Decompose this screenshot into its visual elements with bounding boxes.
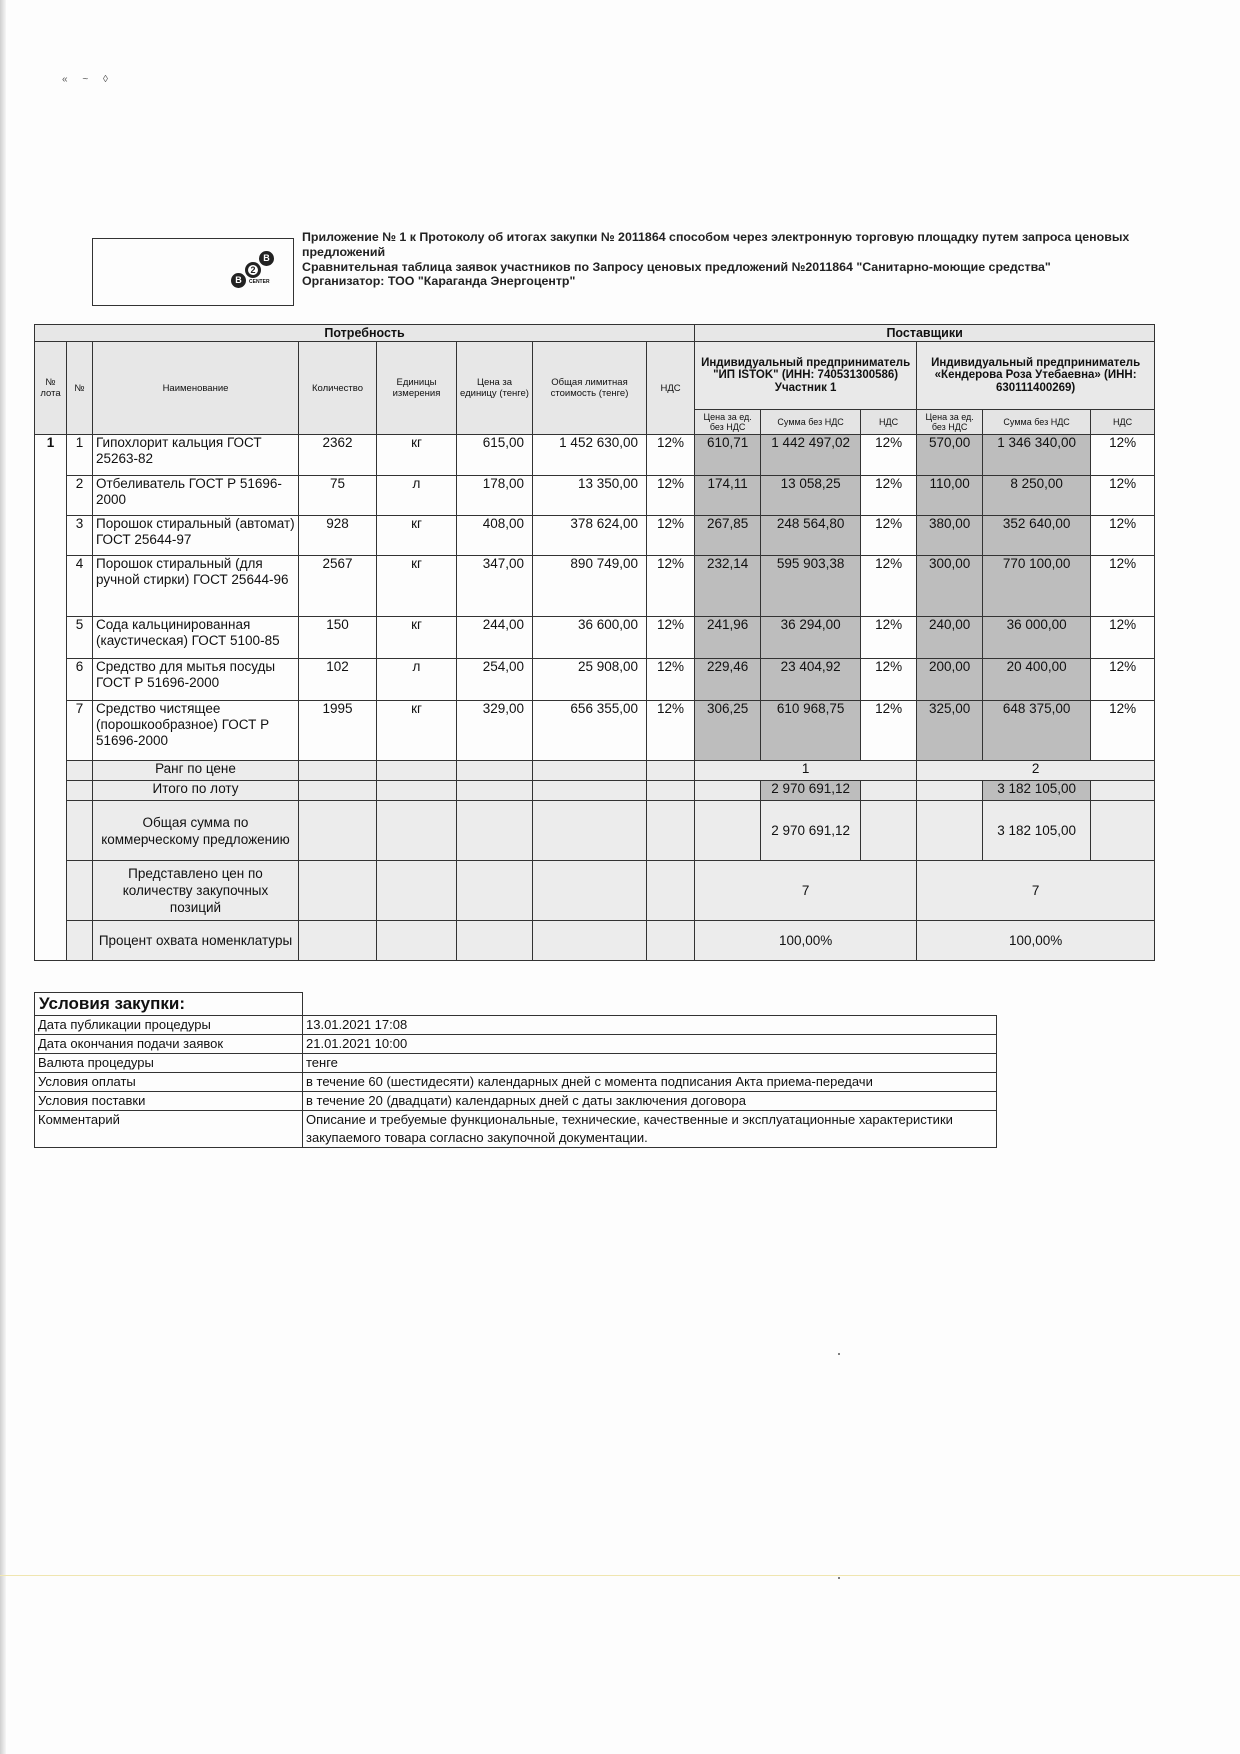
s1-price: 267,85 <box>695 516 761 556</box>
condition-value: 13.01.2021 17:08 <box>303 1016 997 1035</box>
s1-vat: 12% <box>861 556 917 617</box>
lot-total-label: Итого по лоту <box>93 781 299 801</box>
scan-fold-line <box>0 1575 1240 1576</box>
row-qty: 2362 <box>299 435 377 476</box>
row-total: 36 600,00 <box>533 617 647 659</box>
positions-label: Представлено цен по количеству закупочных позиций <box>93 861 299 921</box>
s1-sum: 248 564,80 <box>761 516 861 556</box>
logo-letter-2: 2 <box>245 262 261 278</box>
s1-sum: 1 442 497,02 <box>761 435 861 476</box>
supplier-2-header: Индивидуальный предприниматель «Кендерова Роза Утебаевна» (ИНН: 630111400269) <box>917 342 1155 410</box>
s2-price: 110,00 <box>917 476 983 516</box>
row-total: 1 452 630,00 <box>533 435 647 476</box>
row-name: Порошок стиральный (для ручной стирки) ГОСТ 25644-96 <box>93 556 299 617</box>
condition-row <box>35 1092 997 1111</box>
condition-label: Условия оплаты <box>35 1073 303 1092</box>
col-unit: Единицы измерения <box>377 342 457 435</box>
s2-price: 325,00 <box>917 701 983 761</box>
s2-col-vat: НДС <box>1091 409 1155 434</box>
condition-label: Дата окончания подачи заявок <box>35 1035 303 1054</box>
condition-row <box>35 1016 997 1035</box>
row-no: 5 <box>67 617 93 659</box>
row-price: 178,00 <box>457 476 533 516</box>
s1-vat: 12% <box>861 701 917 761</box>
s1-vat: 12% <box>861 435 917 476</box>
offer-total-s2: 3 182 105,00 <box>983 801 1091 861</box>
coverage-s2: 100,00% <box>917 921 1155 961</box>
col-name: Наименование <box>93 342 299 435</box>
s1-price: 229,46 <box>695 659 761 701</box>
offer-total-label: Общая сумма по коммерческому предложению <box>93 801 299 861</box>
row-price: 254,00 <box>457 659 533 701</box>
row-no: 4 <box>67 556 93 617</box>
s1-price: 174,11 <box>695 476 761 516</box>
s1-vat: 12% <box>861 659 917 701</box>
lot-total-s2: 3 182 105,00 <box>983 781 1091 801</box>
procurement-conditions <box>34 992 997 1148</box>
logo-letter-3: B <box>259 251 274 266</box>
table-row <box>35 476 1155 516</box>
row-qty: 75 <box>299 476 377 516</box>
document-header <box>302 230 1182 289</box>
row-no: 3 <box>67 516 93 556</box>
s2-price: 240,00 <box>917 617 983 659</box>
s1-col-sum: Сумма без НДС <box>761 409 861 434</box>
s2-sum: 770 100,00 <box>983 556 1091 617</box>
row-total: 13 350,00 <box>533 476 647 516</box>
rank-label: Ранг по цене <box>93 761 299 781</box>
s2-sum: 36 000,00 <box>983 617 1091 659</box>
row-no: 6 <box>67 659 93 701</box>
comparison-table <box>34 324 1155 961</box>
row-vat: 12% <box>647 476 695 516</box>
row-unit: кг <box>377 556 457 617</box>
s2-price: 380,00 <box>917 516 983 556</box>
s1-price: 306,25 <box>695 701 761 761</box>
row-name: Средство для мытья посуды ГОСТ Р 51696-2000 <box>93 659 299 701</box>
s1-price: 241,96 <box>695 617 761 659</box>
row-qty: 928 <box>299 516 377 556</box>
row-name: Сода кальцинированная (каустическая) ГОСТ 5100-85 <box>93 617 299 659</box>
header-line-2: Сравнительная таблица заявок участников по Запросу ценовых предложений №2011864 "Санитарно-моющие средства" <box>302 259 1051 274</box>
summary-positions-row <box>35 861 1155 921</box>
s2-col-sum: Сумма без НДС <box>983 409 1091 434</box>
row-unit: кг <box>377 617 457 659</box>
rank-s1: 1 <box>695 761 917 781</box>
row-price: 329,00 <box>457 701 533 761</box>
col-limit-total: Общая лимитная стоимость (тенге) <box>533 342 647 435</box>
conditions-title: Условия закупки: <box>35 993 303 1016</box>
s2-vat: 12% <box>1091 556 1155 617</box>
offer-total-s1: 2 970 691,12 <box>761 801 861 861</box>
s1-vat: 12% <box>861 476 917 516</box>
col-no: № <box>67 342 93 435</box>
condition-row <box>35 1054 997 1073</box>
condition-label: Условия поставки <box>35 1092 303 1111</box>
row-unit: кг <box>377 435 457 476</box>
row-name: Отбеливатель ГОСТ Р 51696-2000 <box>93 476 299 516</box>
row-total: 25 908,00 <box>533 659 647 701</box>
row-price: 244,00 <box>457 617 533 659</box>
row-unit: кг <box>377 701 457 761</box>
s2-vat: 12% <box>1091 435 1155 476</box>
row-vat: 12% <box>647 435 695 476</box>
condition-value: в течение 60 (шестидесяти) календарных дней с момента подписания Акта приема-передачи <box>303 1073 997 1092</box>
logo-box <box>92 238 294 306</box>
lot-number: 1 <box>35 435 67 961</box>
positions-s2: 7 <box>917 861 1155 921</box>
condition-row <box>35 1073 997 1092</box>
col-unit-price: Цена за единицу (тенге) <box>457 342 533 435</box>
row-name: Порошок стиральный (автомат) ГОСТ 25644-97 <box>93 516 299 556</box>
rank-s2: 2 <box>917 761 1155 781</box>
table-row <box>35 617 1155 659</box>
header-line-3: Организатор: ТОО "Караганда Энергоцентр" <box>302 274 576 289</box>
row-vat: 12% <box>647 617 695 659</box>
col-lot-no: № лота <box>35 342 67 435</box>
s2-sum: 20 400,00 <box>983 659 1091 701</box>
s2-price: 200,00 <box>917 659 983 701</box>
supplier-1-header: Индивидуальный предприниматель "ИП ISTOK" (ИНН: 740531300586) Участник 1 <box>695 342 917 410</box>
condition-value: тенге <box>303 1054 997 1073</box>
s2-price: 570,00 <box>917 435 983 476</box>
s2-price: 300,00 <box>917 556 983 617</box>
s1-price: 610,71 <box>695 435 761 476</box>
condition-row <box>35 1035 997 1054</box>
row-qty: 102 <box>299 659 377 701</box>
condition-label: Валюта процедуры <box>35 1054 303 1073</box>
s2-col-price: Цена за ед. без НДС <box>917 409 983 434</box>
s1-sum: 36 294,00 <box>761 617 861 659</box>
row-qty: 2567 <box>299 556 377 617</box>
summary-offer-total-row <box>35 801 1155 861</box>
s2-vat: 12% <box>1091 659 1155 701</box>
s2-sum: 352 640,00 <box>983 516 1091 556</box>
row-qty: 1995 <box>299 701 377 761</box>
s1-price: 232,14 <box>695 556 761 617</box>
row-price: 408,00 <box>457 516 533 556</box>
header-line-1: Приложение № 1 к Протоколу об итогах закупки № 2011864 способом через электронную торговую площадку путем запроса ценовых предложений <box>302 230 1130 259</box>
scan-speck <box>838 1577 840 1579</box>
row-total: 656 355,00 <box>533 701 647 761</box>
condition-value: 21.01.2021 10:00 <box>303 1035 997 1054</box>
s2-sum: 648 375,00 <box>983 701 1091 761</box>
row-unit: л <box>377 476 457 516</box>
summary-lot-total-row <box>35 781 1155 801</box>
coverage-s1: 100,00% <box>695 921 917 961</box>
table-row <box>35 435 1155 476</box>
row-name: Гипохлорит кальция ГОСТ 25263-82 <box>93 435 299 476</box>
row-no: 2 <box>67 476 93 516</box>
s1-sum: 610 968,75 <box>761 701 861 761</box>
condition-row <box>35 1111 997 1148</box>
row-vat: 12% <box>647 701 695 761</box>
col-qty: Количество <box>299 342 377 435</box>
lot-total-s1: 2 970 691,12 <box>761 781 861 801</box>
row-no: 1 <box>67 435 93 476</box>
table-row <box>35 659 1155 701</box>
scan-edge <box>0 0 6 1754</box>
s1-sum: 23 404,92 <box>761 659 861 701</box>
s2-vat: 12% <box>1091 701 1155 761</box>
row-total: 378 624,00 <box>533 516 647 556</box>
logo-caption: CENTER <box>249 279 270 285</box>
table-row <box>35 556 1155 617</box>
coverage-label: Процент охвата номенклатуры <box>93 921 299 961</box>
s1-vat: 12% <box>861 516 917 556</box>
group-suppliers: Поставщики <box>695 325 1155 342</box>
stray-marks: « ~ ◊ <box>62 74 114 85</box>
row-vat: 12% <box>647 659 695 701</box>
table-row <box>35 516 1155 556</box>
condition-value: в течение 20 (двадцати) календарных дней с даты заключения договора <box>303 1092 997 1111</box>
b2b-center-logo <box>231 249 291 297</box>
table-row <box>35 701 1155 761</box>
s2-vat: 12% <box>1091 617 1155 659</box>
s1-col-vat: НДС <box>861 409 917 434</box>
row-total: 890 749,00 <box>533 556 647 617</box>
group-need: Потребность <box>35 325 695 342</box>
row-qty: 150 <box>299 617 377 659</box>
s2-sum: 1 346 340,00 <box>983 435 1091 476</box>
scan-speck <box>838 1353 840 1355</box>
col-vat: НДС <box>647 342 695 435</box>
condition-label: Дата публикации процедуры <box>35 1016 303 1035</box>
s1-col-price: Цена за ед. без НДС <box>695 409 761 434</box>
logo-letter-1: B <box>231 273 246 288</box>
s2-vat: 12% <box>1091 516 1155 556</box>
condition-value: Описание и требуемые функциональные, технические, качественные и эксплуатационные характеристики закупаемого товара согласно закупочной документации. <box>303 1111 997 1148</box>
s1-vat: 12% <box>861 617 917 659</box>
row-price: 615,00 <box>457 435 533 476</box>
positions-s1: 7 <box>695 861 917 921</box>
summary-rank-row <box>35 761 1155 781</box>
row-vat: 12% <box>647 556 695 617</box>
summary-coverage-row <box>35 921 1155 961</box>
s2-sum: 8 250,00 <box>983 476 1091 516</box>
row-price: 347,00 <box>457 556 533 617</box>
s1-sum: 595 903,38 <box>761 556 861 617</box>
s1-sum: 13 058,25 <box>761 476 861 516</box>
row-unit: кг <box>377 516 457 556</box>
s2-vat: 12% <box>1091 476 1155 516</box>
row-name: Средство чистящее (порошкообразное) ГОСТ Р 51696-2000 <box>93 701 299 761</box>
row-unit: л <box>377 659 457 701</box>
condition-label: Комментарий <box>35 1111 303 1148</box>
row-vat: 12% <box>647 516 695 556</box>
row-no: 7 <box>67 701 93 761</box>
